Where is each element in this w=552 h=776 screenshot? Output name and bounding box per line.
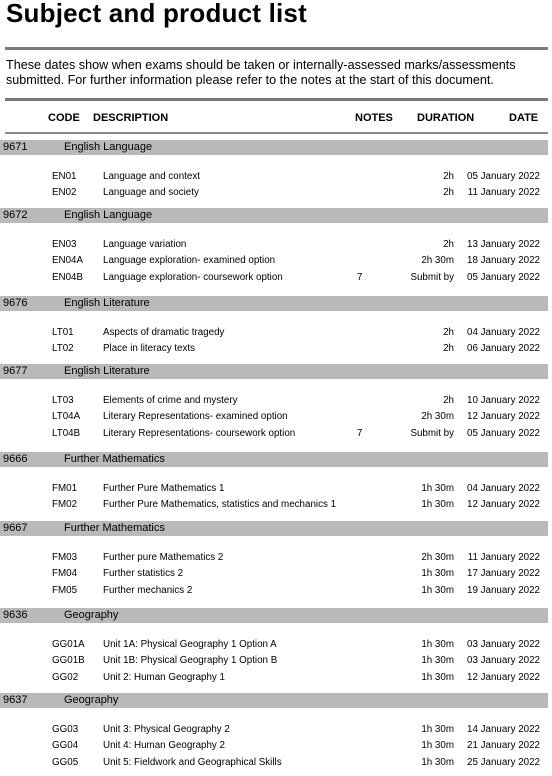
product-code: FM03 [52, 552, 78, 563]
product-description: Language variation [103, 239, 187, 250]
product-date: 04 January 2022 [467, 483, 540, 494]
table-row [0, 670, 552, 685]
table-row [0, 426, 552, 441]
table-row [0, 755, 552, 770]
product-description: Literary Representations- coursework option [103, 427, 296, 439]
product-description: Unit 4: Human Geography 2 [103, 740, 225, 752]
section-name: Further Mathematics [64, 453, 165, 465]
section-number: 9637 [3, 694, 28, 706]
product-notes: 7 [357, 271, 363, 283]
product-duration: 2h [443, 395, 454, 406]
product-code: EN03 [52, 239, 77, 250]
product-date: 12 January 2022 [467, 411, 540, 423]
product-code: LT04B [52, 427, 81, 439]
product-duration: Submit by [410, 427, 454, 439]
product-description: Unit 5: Fieldwork and Geographical Skills [103, 756, 282, 768]
section-name: Geography [64, 609, 119, 621]
product-description: Language and society [103, 187, 199, 199]
table-row [0, 253, 552, 268]
section-header [0, 693, 548, 708]
table-row [0, 481, 552, 496]
product-code: GG01B [52, 655, 85, 667]
product-description: Further mechanics 2 [103, 584, 193, 596]
product-code: FM05 [52, 584, 78, 596]
product-description: Unit 3: Physical Geography 2 [103, 724, 230, 735]
product-date: 05 January 2022 [467, 171, 540, 182]
product-date: 14 January 2022 [467, 724, 540, 735]
table-row [0, 270, 552, 285]
table-row [0, 738, 552, 753]
product-date: 12 January 2022 [467, 671, 540, 683]
product-date: 10 January 2022 [467, 395, 540, 406]
table-row [0, 325, 552, 340]
product-description: Further pure Mathematics 2 [103, 552, 224, 563]
table-row [0, 722, 552, 737]
product-code: LT04A [52, 411, 81, 423]
section-number: 9672 [3, 209, 28, 221]
product-code: LT02 [52, 343, 74, 355]
product-date: 12 January 2022 [467, 499, 540, 511]
column-header-description: DESCRIPTION [93, 112, 169, 124]
table-row [0, 169, 552, 184]
section-name: English Language [64, 141, 153, 153]
product-duration: 1h 30m [421, 568, 454, 580]
product-code: EN02 [52, 187, 77, 199]
product-date: 11 January 2022 [467, 187, 540, 199]
section-number: 9677 [3, 365, 28, 377]
product-code: LT03 [52, 395, 74, 406]
table-row [0, 393, 552, 408]
product-description: Language exploration- coursework option [103, 271, 283, 283]
section-name: English Literature [64, 297, 150, 309]
product-description: Further statistics 2 [103, 568, 184, 580]
product-date: 03 January 2022 [467, 639, 540, 650]
section-header [0, 364, 548, 379]
column-header-code: CODE [48, 112, 80, 124]
product-code: GG03 [52, 724, 79, 735]
product-code: LT01 [52, 327, 74, 338]
product-code: GG02 [52, 671, 79, 683]
product-description: Unit 1A: Physical Geography 1 Option A [103, 639, 277, 650]
section-header [0, 296, 548, 311]
section-name: English Language [64, 209, 153, 221]
product-date: 04 January 2022 [467, 327, 540, 338]
product-duration: 2h 30m [421, 255, 454, 267]
table-row [0, 566, 552, 581]
product-date: 13 January 2022 [467, 239, 540, 250]
product-date: 05 January 2022 [467, 271, 540, 283]
product-duration: 2h 30m [421, 552, 454, 563]
product-duration: 1h 30m [421, 483, 454, 494]
product-duration: 1h 30m [421, 724, 454, 735]
column-header-duration: DURATION [417, 112, 475, 124]
section-header [0, 452, 548, 467]
section-name: Geography [64, 694, 119, 706]
product-duration: 1h 30m [421, 740, 454, 752]
product-duration: 2h [443, 171, 454, 182]
product-duration: 1h 30m [421, 639, 454, 650]
product-description: Unit 1B: Physical Geography 1 Option B [103, 655, 278, 667]
product-description: Literary Representations- examined option [103, 411, 288, 423]
product-code: FM01 [52, 483, 78, 494]
product-date: 18 January 2022 [467, 255, 540, 267]
table-row [0, 341, 552, 356]
product-date: 05 January 2022 [467, 427, 540, 439]
column-header-notes: NOTES [355, 112, 393, 124]
product-duration: 1h 30m [421, 756, 454, 768]
table-row [0, 497, 552, 512]
column-header-date: DATE [509, 112, 539, 124]
product-date: 11 January 2022 [467, 552, 540, 563]
product-duration: Submit by [410, 271, 454, 283]
product-duration: 2h [443, 239, 454, 250]
section-name: Further Mathematics [64, 522, 165, 534]
product-description: Elements of crime and mystery [103, 395, 238, 406]
product-description: Unit 2: Human Geography 1 [103, 671, 225, 683]
product-description: Place in literacy texts [103, 343, 196, 355]
table-row [0, 409, 552, 424]
product-duration: 1h 30m [421, 655, 454, 667]
table-row [0, 185, 552, 200]
product-description: Language and context [103, 171, 200, 182]
section-header [0, 140, 548, 155]
product-code: GG01A [52, 639, 85, 650]
section-number: 9666 [3, 453, 28, 465]
product-description: Aspects of dramatic tragedy [103, 327, 225, 338]
product-description: Further Pure Mathematics 1 [103, 483, 225, 494]
product-duration: 2h [443, 343, 454, 355]
product-duration: 2h [443, 187, 454, 199]
product-code: GG04 [52, 740, 79, 752]
table-row [0, 550, 552, 565]
section-number: 9676 [3, 297, 28, 309]
product-date: 21 January 2022 [467, 740, 540, 752]
product-code: FM04 [52, 568, 78, 580]
product-duration: 1h 30m [421, 584, 454, 596]
product-code: EN01 [52, 171, 77, 182]
product-duration: 2h [443, 327, 454, 338]
product-date: 03 January 2022 [467, 655, 540, 667]
section-header [0, 521, 548, 536]
table-row [0, 237, 552, 252]
section-header [0, 608, 548, 623]
section-number: 9636 [3, 609, 28, 621]
product-date: 19 January 2022 [467, 584, 540, 596]
product-code: GG05 [52, 756, 79, 768]
product-description: Further Pure Mathematics, statistics and mechanics 1 [103, 499, 337, 511]
table-row [0, 637, 552, 652]
product-code: EN04B [52, 271, 84, 283]
product-code: FM02 [52, 499, 78, 511]
product-duration: 2h 30m [421, 411, 454, 423]
table-row [0, 583, 552, 598]
table-row [0, 653, 552, 668]
product-duration: 1h 30m [421, 671, 454, 683]
section-name: English Literature [64, 365, 150, 377]
page-title: Subject and product list [6, 0, 307, 28]
product-date: 25 January 2022 [467, 756, 540, 768]
product-duration: 1h 30m [421, 499, 454, 511]
section-header [0, 208, 548, 223]
section-number: 9667 [3, 522, 28, 534]
product-date: 06 January 2022 [467, 343, 540, 355]
product-notes: 7 [357, 427, 363, 439]
intro-text: These dates show when exams should be taken or internally-assessed marks/assessments submitted. For further information please refer to the notes at the start of this document. [6, 58, 516, 87]
product-code: EN04A [52, 255, 84, 267]
section-number: 9671 [3, 141, 28, 153]
product-description: Language exploration- examined option [103, 255, 276, 267]
product-date: 17 January 2022 [467, 568, 540, 580]
